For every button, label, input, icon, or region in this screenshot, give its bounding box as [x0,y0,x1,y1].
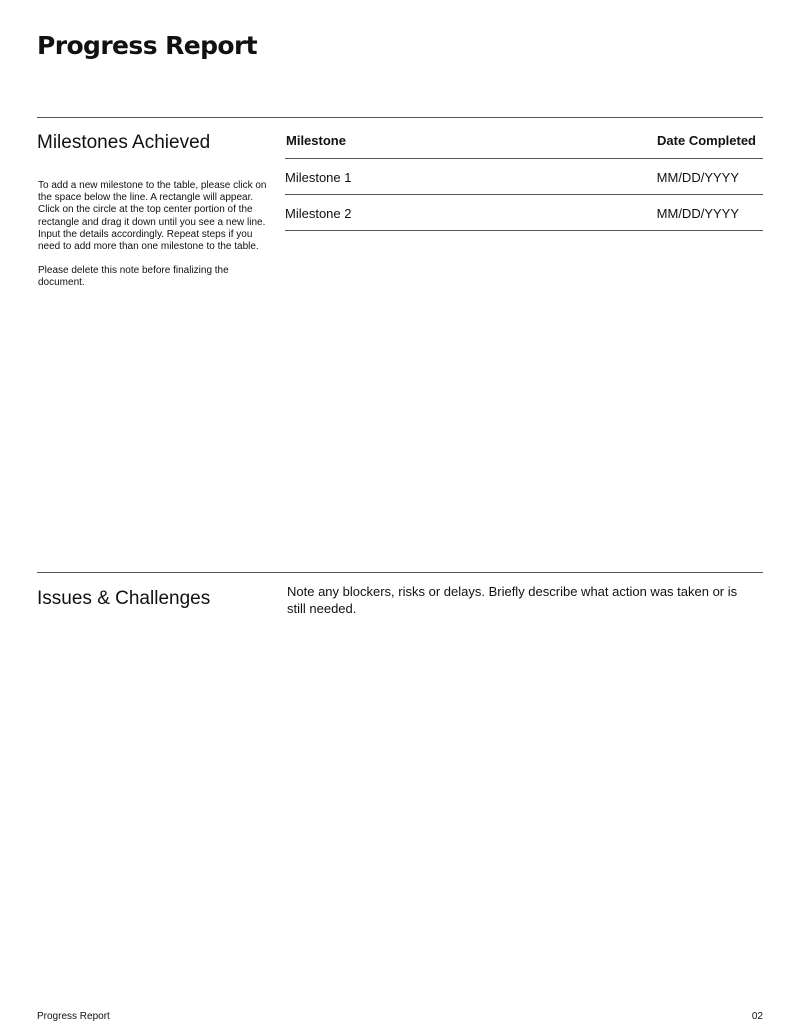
milestones-table [285,124,763,231]
date-cell[interactable]: MM/DD/YYYY [656,170,739,185]
milestone-cell[interactable]: Milestone 1 [285,170,352,185]
column-header-milestone: Milestone [286,133,346,148]
instruction-paragraph: To add a new milestone to the table, please click on the space below the line. A rectangle will appear. Click on the circle at the top center portion of the rectangle and drag it down until you see a new line. Input the details accordingly. Repeat steps if you need to add more than one milestone to the table. [38,180,267,253]
page-title: Progress Report [37,31,258,60]
column-header-date-completed: Date Completed [657,133,756,148]
footer-title: Progress Report [37,1011,110,1022]
date-cell[interactable]: MM/DD/YYYY [656,206,739,221]
table-row[interactable] [285,195,763,231]
issues-heading: Issues & Challenges [37,588,211,609]
table-header-row [285,124,763,159]
page-number: 02 [751,1011,763,1022]
instruction-paragraph: Please delete this note before finalizing the document. [38,265,229,289]
milestone-instructions-note [38,180,270,302]
table-row[interactable] [285,159,763,195]
milestones-heading: Milestones Achieved [37,132,211,153]
issues-description[interactable]: Note any blockers, risks or delays. Briefly describe what action was taken or is still needed. [287,584,738,616]
milestone-cell[interactable]: Milestone 2 [285,206,352,221]
issues-divider [37,572,763,573]
milestones-divider [37,117,763,118]
